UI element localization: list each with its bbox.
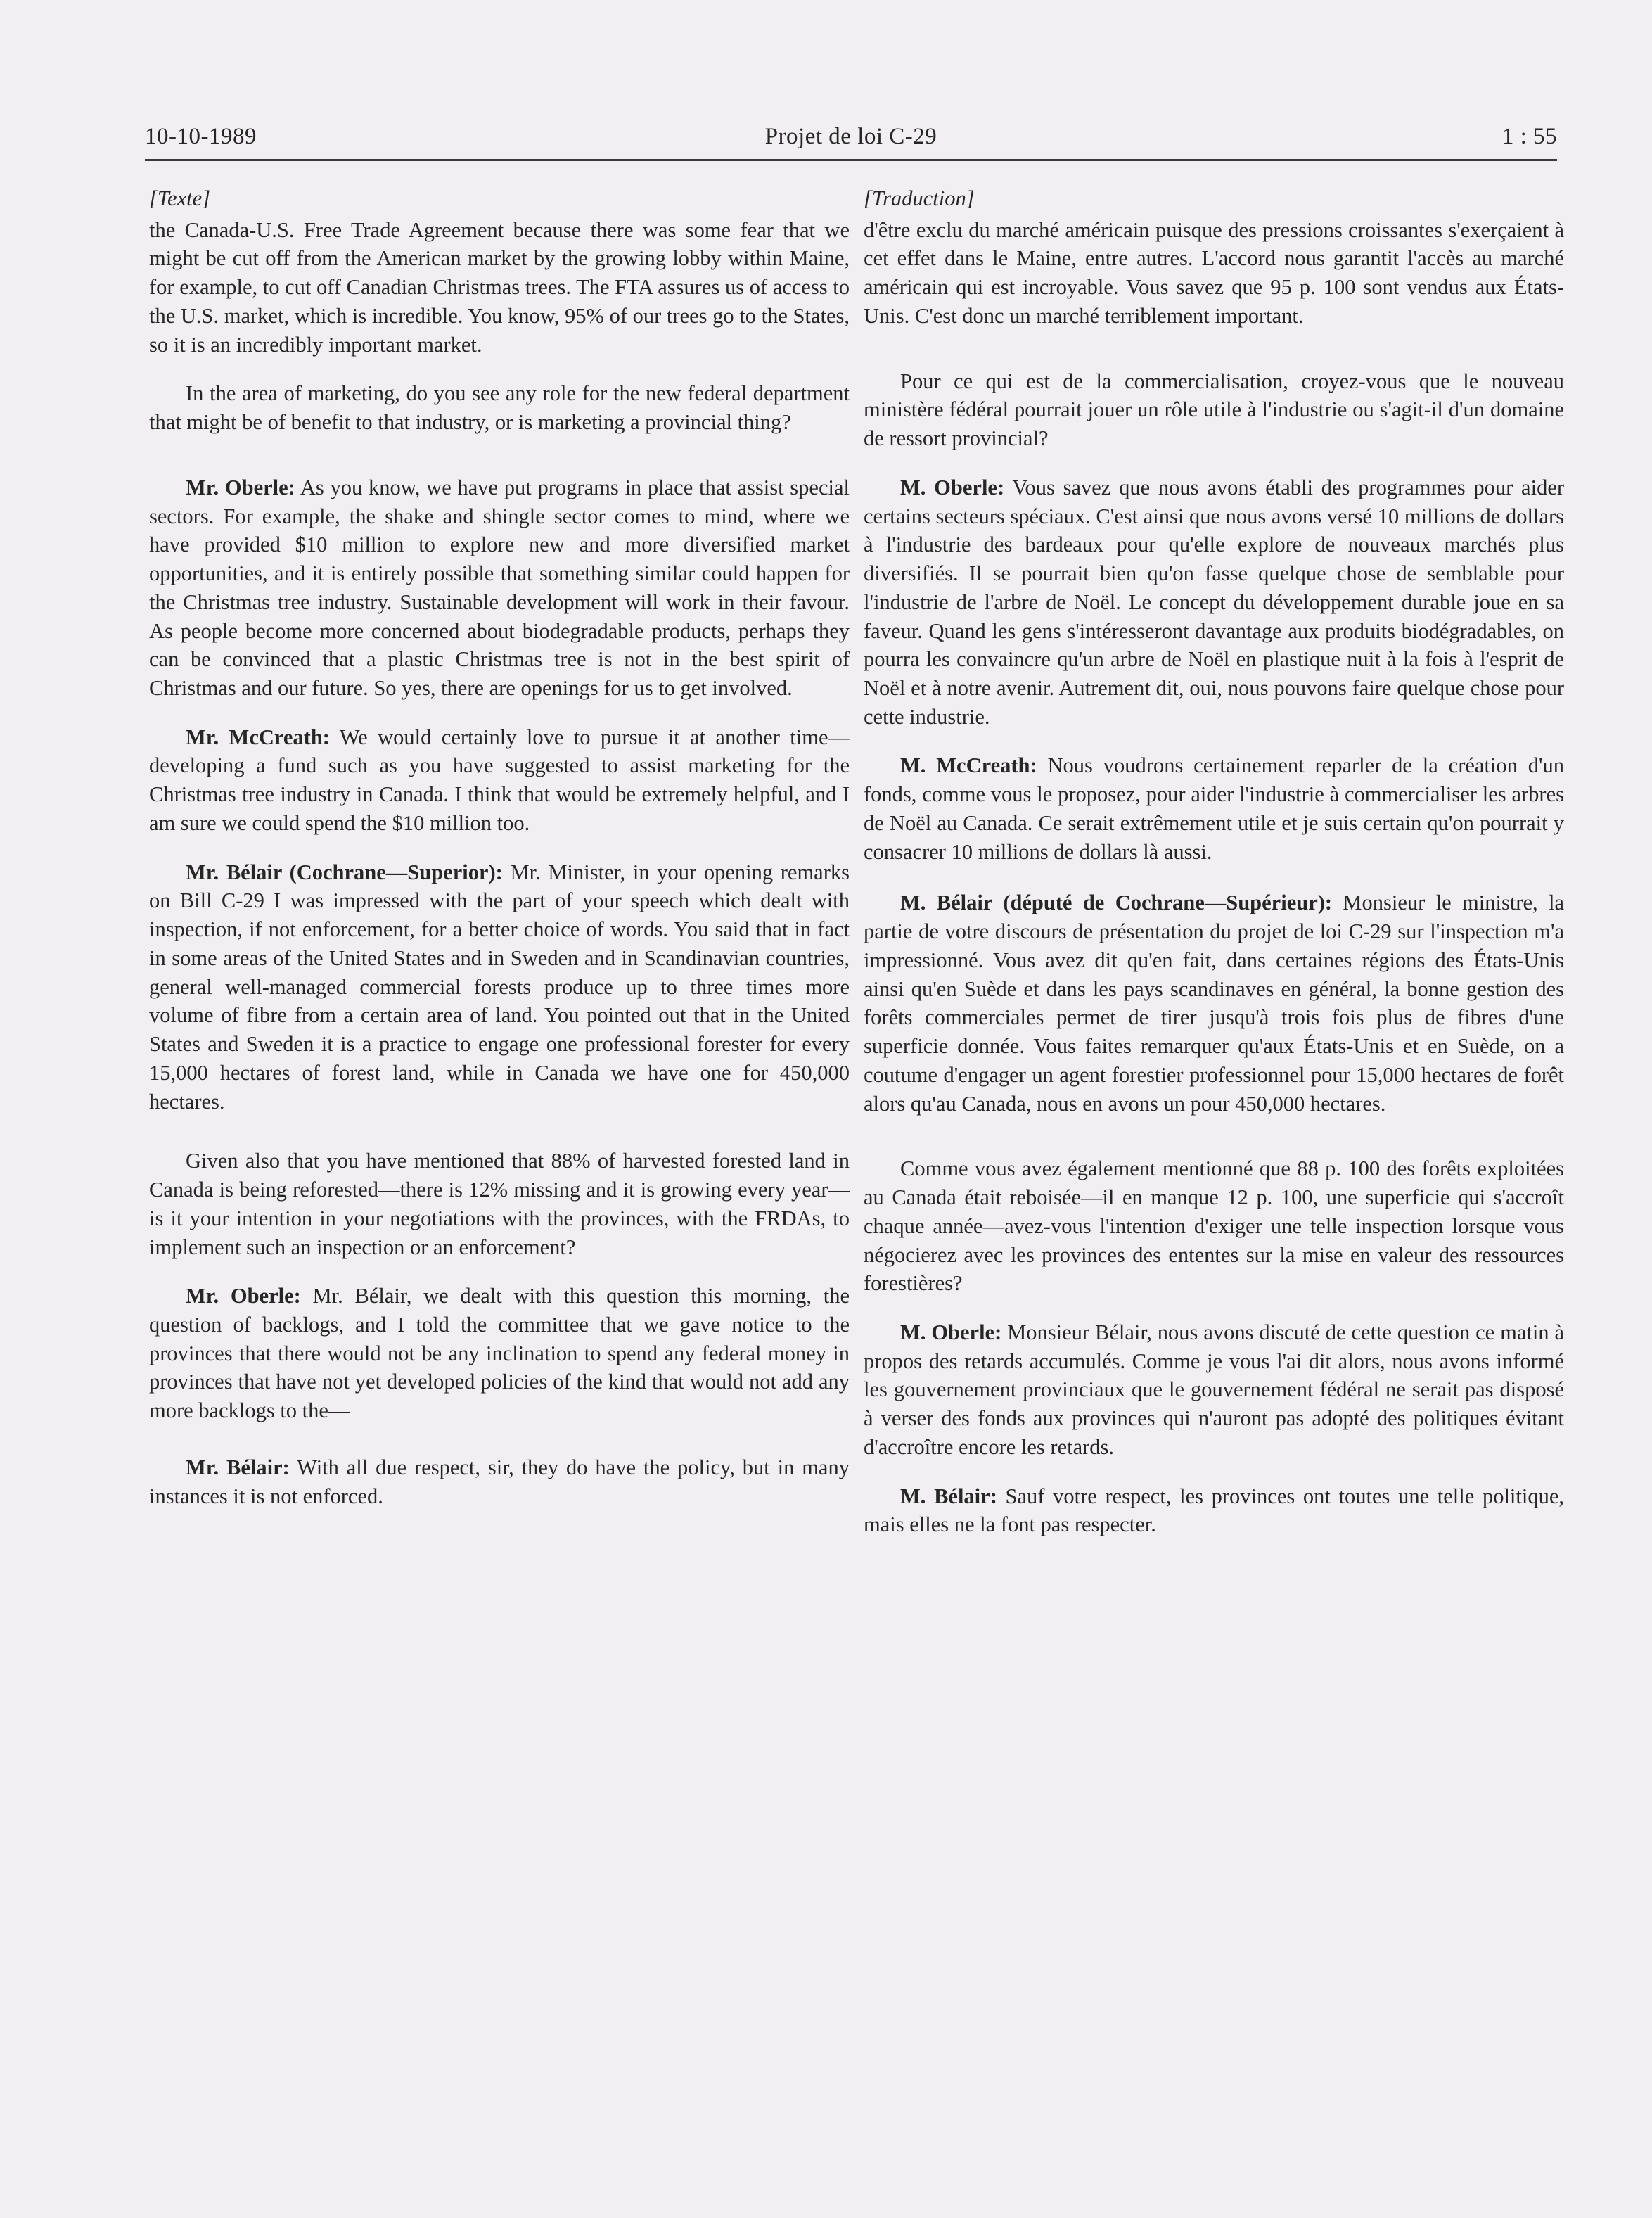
french-paragraph: M. McCreath: Nous voudrons certainement reparler de la création d'un fonds, comme vous le proposez, pour aider l'industrie à commercialiser les arbres de Noël au Canada. Ce serait extrêmement utile et je suis certain qu'on pourrait y consacrer 10 millions de dollars là aussi.	[864, 753, 1564, 864]
header-page-number: 1 : 55	[1501, 124, 1557, 149]
english-paragraph: In the area of marketing, do you see any role for the new federal department that might be of benefit to that industry, or is marketing a provincial thing?	[149, 381, 850, 435]
header-date: 10-10-1989	[145, 124, 257, 149]
french-column-label: [Traduction]	[864, 186, 975, 210]
english-paragraph: Mr. Oberle: Mr. Bélair, we dealt with this question this morning, the question of backlogs, and I told the committee that we gave notice to the provinces that there would not be any inclination to spend any federal money in provinces that have not yet developed policies of the kind that would not add any more backlogs to the—	[149, 1284, 850, 1423]
header-title: Projet de loi C-29	[764, 124, 937, 149]
french-paragraph: M. Bélair: Sauf votre respect, les provinces ont toutes une telle politique, mais elles ne la font pas respecter.	[864, 1484, 1565, 1537]
french-paragraph: d'être exclu du marché américain puisque des pressions croissantes s'exerçaient à cet effet dans le Maine, entre autres. L'accord nous garantit l'accès au marché américain qui est incroyable. Vous savez que 95 p. 100 sont vendus aux États-Unis. C'est donc un marché terriblement important.	[864, 217, 1564, 328]
english-paragraph: Mr. Oberle: As you know, we have put programs in place that assist special sectors. For example, the shake and shingle sector comes to mind, where we have provided $10 million to explore new and more diversified market opportunities, and it is entirely possible that something similar could happen for the Christmas tree industry. Sustainable development will work in their favour. As people become more concerned about biodegradable products, perhaps they can be convinced that a plastic Christmas tree is not in the best spirit of Christmas and our future. So yes, there are openings for us to get involved.	[149, 475, 850, 701]
english-paragraph: Mr. Bélair (Cochrane—Superior): Mr. Minister, in your opening remarks on Bill C-29 I was impressed with the part of your speech which dealt with inspection, if not enforcement, for a better choice of words. You said that in fact in some areas of the United States and in Sweden and in Scandinavian countries, general well-managed commercial forests produce up to three times more volume of fibre from a certain area of land. You pointed out that in the United States and Sweden it is a practice to engage one professional forester for every 15,000 hectares of forest land, while in Canada we have one for 450,000 hectares.	[149, 860, 850, 1114]
french-column	[864, 184, 1564, 1560]
page-header	[145, 124, 1557, 162]
english-paragraph: the Canada-U.S. Free Trade Agreement because there was some fear that we might be cut off from the American market by the growing lobby within Maine, for example, to cut off Canadian Christmas trees. The FTA assures us of access to the U.S. market, which is incredible. You know, 95% of our trees go to the States, so it is an incredibly important market.	[149, 217, 850, 357]
english-paragraph: Mr. McCreath: We would certainly love to pursue it at another time—developing a fund such as you have suggested to assist marketing for the Christmas tree industry in Canada. I think that would be extremely helpful, and I am sure we could spend the $10 million too.	[149, 725, 850, 835]
english-column-label: [Texte]	[149, 186, 210, 210]
english-paragraph: Given also that you have mentioned that 88% of harvested forested land in Canada is being reforested—there is 12% missing and it is growing every year—is it your intention in your negotiations with the provinces, with the FRDAs, to implement such an inspection or an enforcement?	[149, 1149, 850, 1259]
french-paragraph: M. Bélair (député de Cochrane—Supérieur): Monsieur le ministre, la partie de votre discours de présentation du projet de loi C-29 sur l'inspection m'a impressionné. Vous avez dit qu'en fait, dans certaines régions des États-Unis ainsi qu'en Suède et dans les pays scandinaves en général, la bonne gestion des forêts commerciales permet de tirer jusqu'à trois fois plus de fibres d'une superficie donnée. Vous faites remarquer qu'aux États-Unis et en Suède, on a coutume d'engager un agent forestier professionnel pour 15,000 hectares de forêt alors qu'au Canada, nous en avons un pour 450,000 hectares.	[864, 891, 1564, 1116]
french-paragraph: M. Oberle: Vous savez que nous avons établi des programmes pour aider certains secteurs spéciaux. C'est ainsi que nous avons versé 10 millions de dollars à l'industrie des bardeaux pour qu'elle explore de nouveaux marchés plus diversifiés. Il se pourrait bien qu'on fasse quelque chose de semblable pour l'industrie de l'arbre de Noël. Le concept du développement durable joue en sa faveur. Quand les gens s'intéresseront davantage aux produits biodégradables, on pourra les convaincre qu'un arbre de Noël en plastique nuit à la fois à l'esprit de Noël et à notre avenir. Autrement dit, oui, nous pouvons faire quelque chose pour cette industrie.	[864, 475, 1565, 729]
french-paragraph: Pour ce qui est de la commercialisation, croyez-vous que le nouveau ministère fédéral pourrait jouer un rôle utile à l'industrie ou s'agit-il d'un domaine de ressort provincial?	[864, 369, 1564, 451]
french-paragraph: M. Oberle: Monsieur Bélair, nous avons discuté de cette question ce matin à propos des retards accumulés. Comme je vous l'ai dit alors, nous avons informé les gouvernement provinciaux que le gouvernement fédéral ne serait pas disposé à verser des fonds aux provinces qui n'auront pas adopté des politiques évitant d'accroître encore les retards.	[864, 1320, 1564, 1459]
header-rule	[145, 159, 1557, 161]
french-paragraph: Comme vous avez également mentionné que 88 p. 100 des forêts exploitées au Canada était reboisée—il en manque 12 p. 100, une superficie qui s'accroît chaque année—avez-vous l'intention d'exiger une telle inspection lorsque vous négocierez avec les provinces des ententes sur la mise en valeur des ressources forestières?	[864, 1156, 1564, 1296]
english-column	[149, 184, 850, 1531]
english-paragraph: Mr. Bélair: With all due respect, sir, they do have the policy, but in many instances it is not enforced.	[149, 1455, 850, 1508]
